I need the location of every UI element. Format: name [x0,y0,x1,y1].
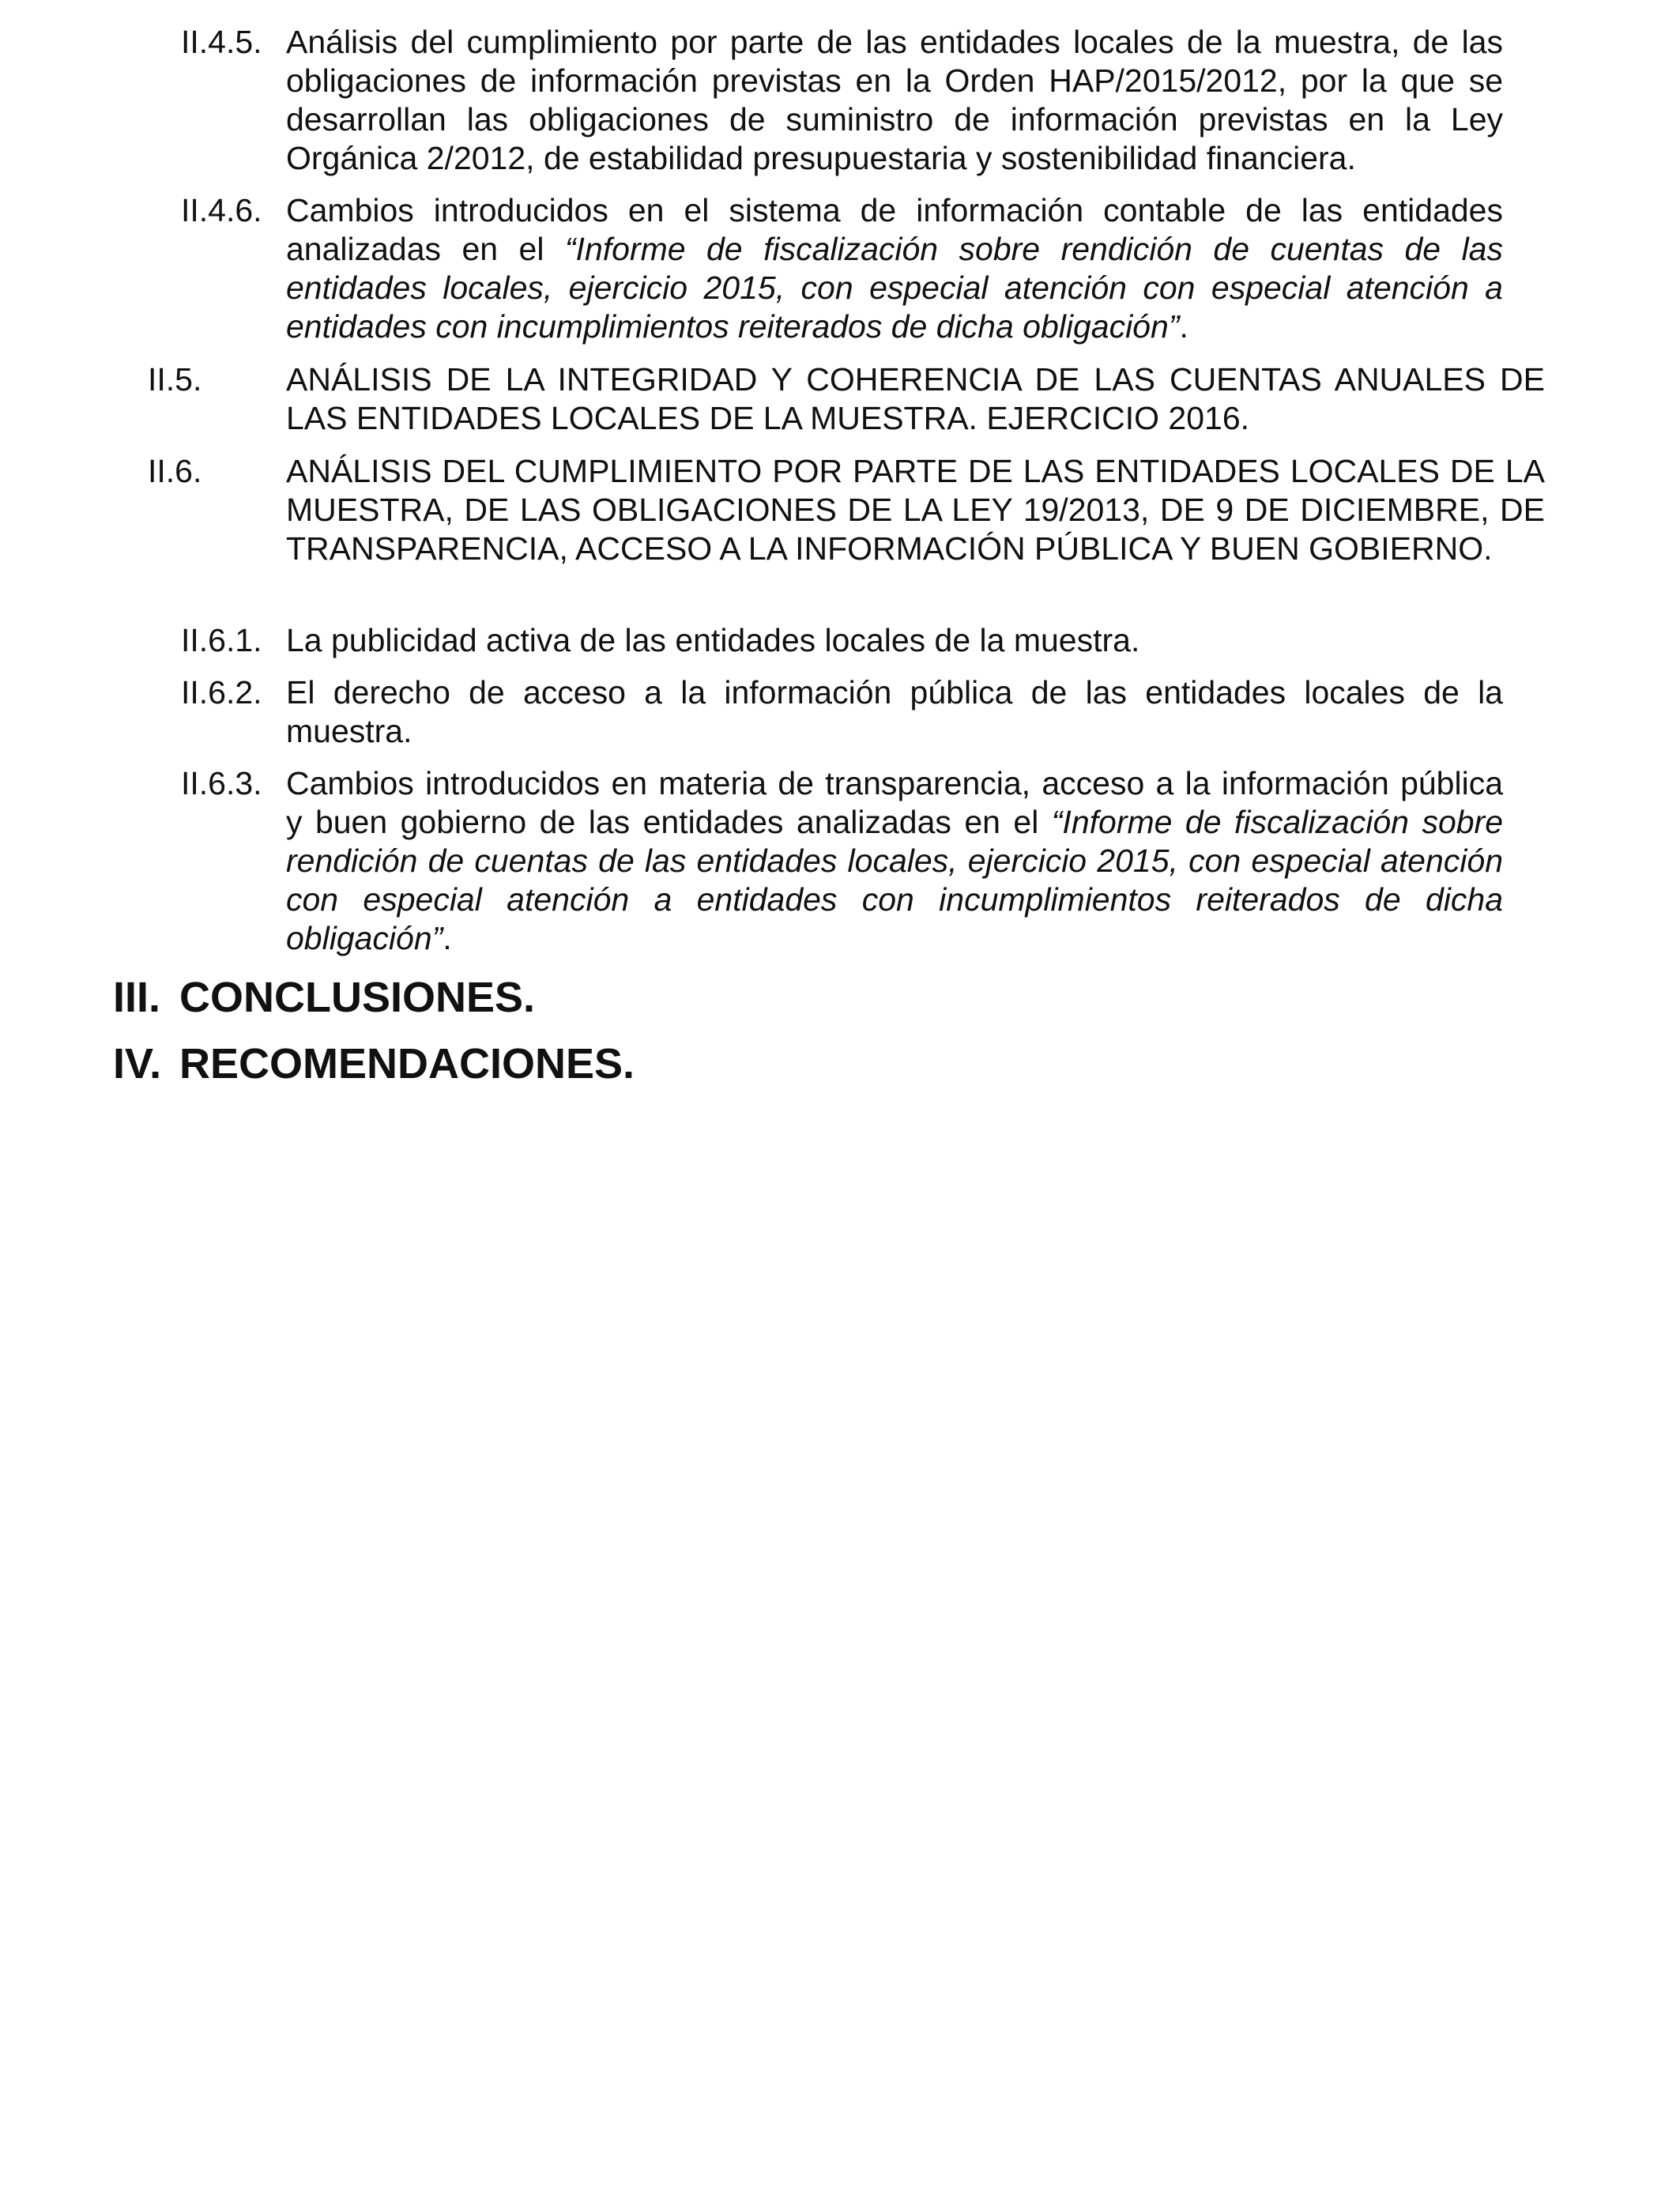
entry-text: ANÁLISIS DEL CUMPLIMIENTO POR PARTE DE LAS ENTIDADES LOCALES DE LA MUESTRA, DE LAS OBLIGACIONES DE LA LEY 19/2013, DE 9 DE DICIEMBRE, DE TRANSPARENCIA, ACCESO A LA INFORMACIÓN PÚBLICA Y BUEN GOBIERNO. [286,453,1545,567]
entry-text-italic: “Informe de fiscalización sobre rendición de cuentas de las entidades locales, ejercicio 2015, con especial atención con especial atención a entidades con incumplimientos reiterados de dicha obligación” [286,231,1503,345]
entry-number: II.6.3. [181,765,262,801]
entry-number: II.6. [148,453,202,489]
heading-number: III. [113,974,161,1021]
heading-number: IV. [113,1040,162,1088]
entry-number: II.6.1. [181,622,262,658]
entry-text: Análisis del cumplimiento por parte de las entidades locales de la muestra, de las obligaciones de información previstas en la Orden HAP/2015/2012, por la que se desarrollan las obligaciones de suministro de información previstas en la Ley Orgánica 2/2012, de estabilidad presupuestaria y sostenibilidad financiera. [286,24,1503,176]
entry-text-plain: Cambios introducidos en materia de transparencia, acceso a la información pública y buen gobierno de las entidades analizadas en el [286,765,1503,840]
entry-number: II.6.2. [181,674,262,711]
entry-text [286,191,1503,346]
entry-number: II.4.6. [181,192,262,228]
entry-text [286,764,1503,958]
entry-text: ANÁLISIS DE LA INTEGRIDAD Y COHERENCIA DE LAS CUENTAS ANUALES DE LAS ENTIDADES LOCALES DE LA MUESTRA. EJERCICIO 2016. [286,361,1545,436]
entry-text-end: . [443,920,452,956]
entry-text: El derecho de acceso a la información pública de las entidades locales de la muestra. [286,674,1503,749]
entry-number: II.5. [148,361,202,398]
entry-number: II.4.5. [181,24,262,60]
entry-text-italic: “Informe de fiscalización sobre rendición de cuentas de las entidades locales, ejercicio 2015, con especial atención con especial atención a entidades con incumplimientos reiterados de dicha obligación” [286,804,1503,956]
heading-title: CONCLUSIONES. [179,974,536,1021]
entry-text: La publicidad activa de las entidades locales de la muestra. [286,622,1140,658]
heading-title: RECOMENDACIONES. [179,1040,635,1088]
entry-text-plain: Cambios introducidos en el sistema de información contable de las entidades analizadas en el [286,192,1503,267]
entry-text-end: . [1179,308,1188,345]
